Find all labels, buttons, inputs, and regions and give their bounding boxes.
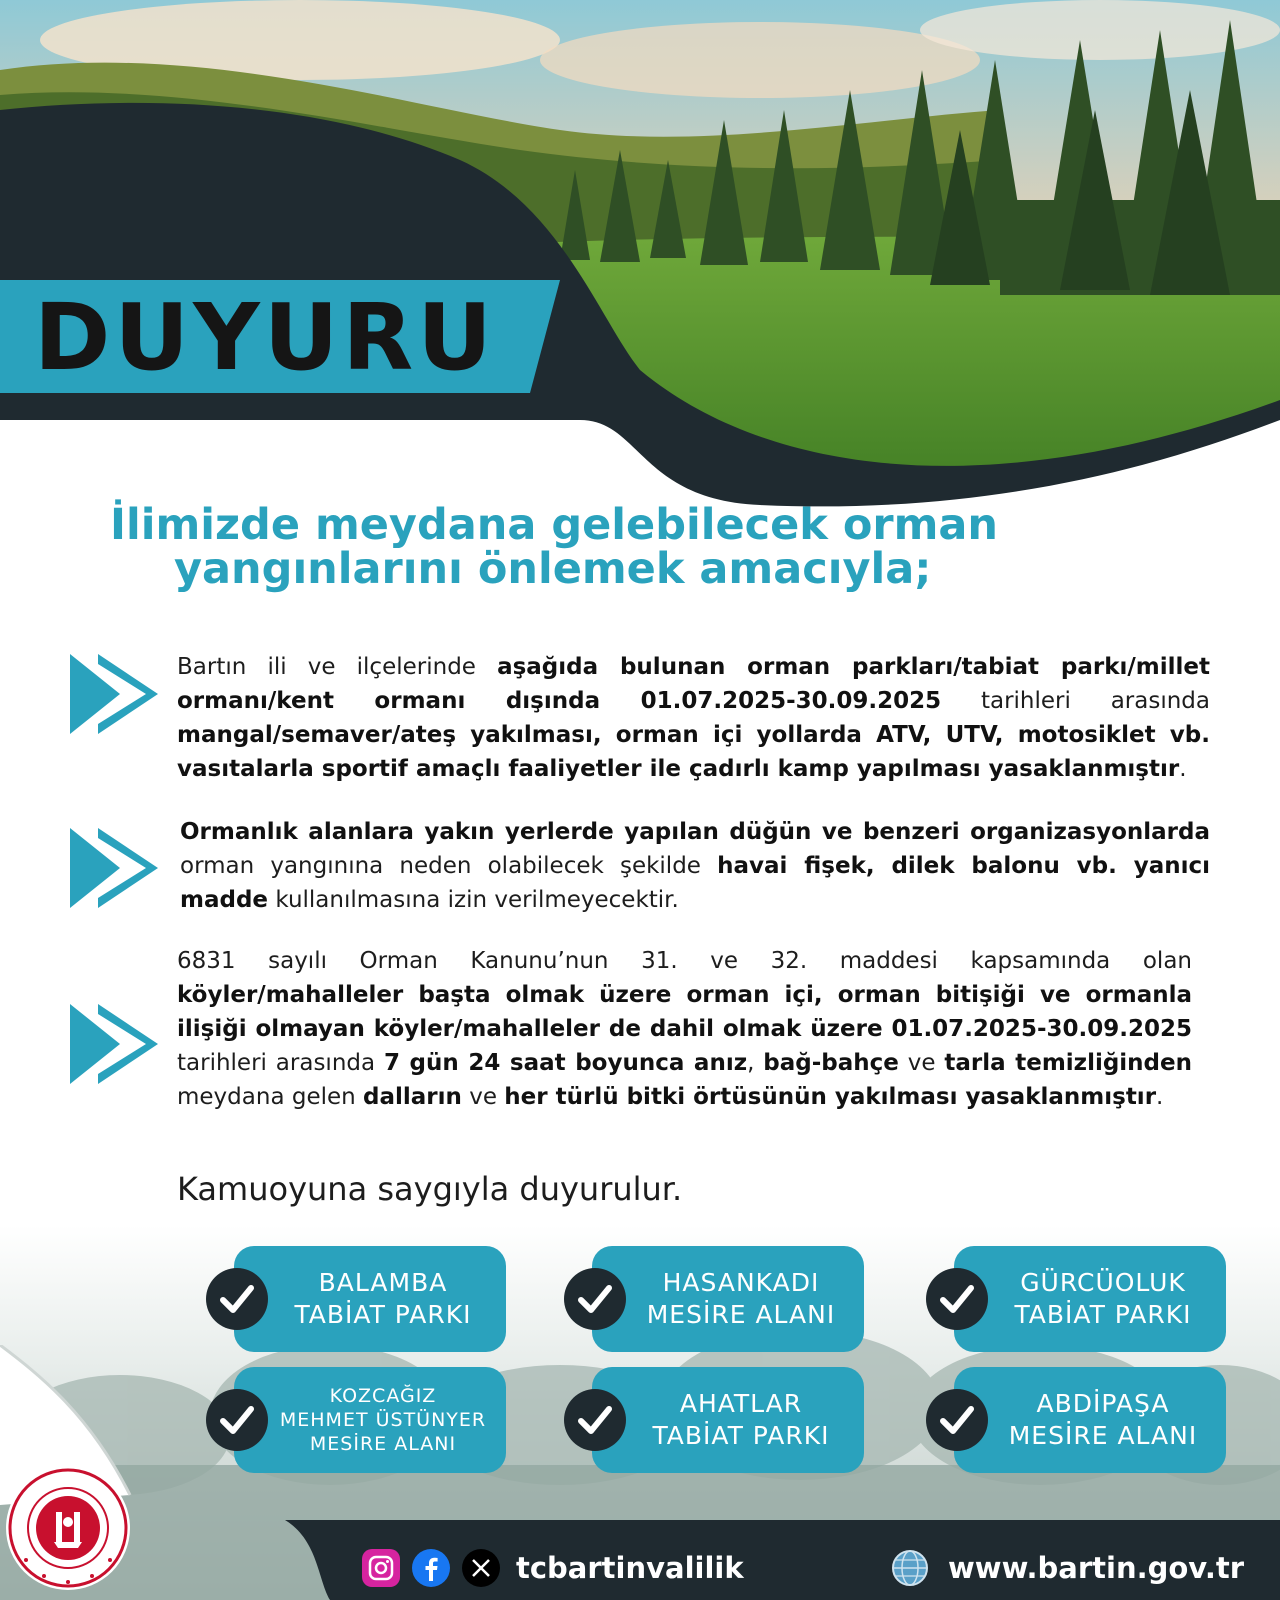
park-name-line: AHATLAR	[679, 1389, 803, 1418]
park-name-line: MESİRE ALANI	[1008, 1421, 1198, 1450]
park-badge-kozcagiz	[234, 1367, 506, 1473]
bartin-valiligi-seal	[4, 1464, 132, 1592]
checkmark-icon	[206, 1389, 268, 1451]
bold-text: Ormanlık alanlara yakın yerlerde yapılan düğün ve benzeri organizasyonlarda	[180, 819, 1210, 845]
park-name-line: MEHMET ÜSTÜNYER	[279, 1409, 487, 1431]
text: 6831 sayılı Orman Kanunu’nun 31. ve 32. maddesi kapsamında olan	[177, 948, 1192, 974]
park-name-line: BALAMBA	[318, 1268, 448, 1297]
bold-text: aşağıda bulunan orman parkları/tabiat parkı/millet ormanı/kent ormanı dışında 01.07.2025-30.09.2025	[177, 654, 1210, 714]
announcement-title: DUYURU	[34, 284, 496, 391]
park-name-line: TABİAT PARKI	[652, 1421, 830, 1450]
bold-text: havai fişek, dilek balonu vb. yanıcı madde	[180, 853, 1210, 913]
text: ve	[461, 1084, 505, 1110]
park-badge-balamba	[234, 1246, 506, 1352]
checkmark-icon	[564, 1389, 626, 1451]
bold-text: köyler/mahalleler başta olmak üzere orman içi, orman bitişiği ve ormanla ilişiği olmayan köyler/mahalleler de dahil olmak üzere 01.07.2025-30.09.2025	[177, 982, 1192, 1042]
bold-text: tarla temizliğinden	[944, 1050, 1192, 1076]
bold-text: bağ-bahçe	[763, 1050, 899, 1076]
text: tarihleri arasında	[177, 1050, 384, 1076]
bold-text: mangal/semaver/ateş yakılması, orman içi yollarda ATV, UTV, motosiklet vb. vasıtalarla sportif amaçlı faaliyetler ile çadırlı kamp yapılması yasaklanmıştır	[177, 722, 1210, 782]
checkmark-icon	[926, 1389, 988, 1451]
text: Bartın ili ve ilçelerinde	[177, 654, 498, 680]
text: .	[1156, 1084, 1164, 1110]
park-badge-gurcuoluk	[954, 1246, 1226, 1352]
park-name-line: HASANKADI	[662, 1268, 820, 1297]
park-badge-hasankadi	[592, 1246, 864, 1352]
facebook-icon[interactable]	[412, 1549, 450, 1587]
park-badge-abdipasa	[954, 1367, 1226, 1473]
paragraph-2	[180, 815, 1210, 917]
social-links	[362, 1548, 744, 1588]
header-banner	[0, 0, 1280, 520]
website-link[interactable]	[890, 1548, 1244, 1588]
checkmark-icon	[206, 1268, 268, 1330]
park-name-line: TABİAT PARKI	[1014, 1300, 1192, 1329]
text: tarihleri arasında	[941, 688, 1210, 714]
website-url[interactable]: www.bartin.gov.tr	[948, 1551, 1245, 1585]
text: meydana gelen	[177, 1084, 364, 1110]
globe-icon	[890, 1548, 930, 1588]
headline-line-1: İlimizde meydana gelebilecek orman	[110, 500, 999, 550]
headline	[110, 500, 1110, 594]
park-name-line: GÜRCÜOLUK	[1020, 1268, 1186, 1297]
park-name-line: KOZCAĞIZ	[329, 1385, 437, 1407]
bold-text: dalların	[363, 1084, 462, 1110]
paragraph-3	[177, 944, 1192, 1114]
text: ,	[747, 1050, 764, 1076]
checkmark-icon	[926, 1268, 988, 1330]
bullet-arrow-icon	[68, 826, 160, 910]
text: .	[1179, 756, 1187, 782]
bold-text: 7 gün 24 saat boyunca anız	[383, 1050, 748, 1076]
headline-line-2: yangınlarını önlemek amacıyla;	[174, 544, 932, 594]
paragraph-1	[177, 650, 1210, 786]
park-name-line: MESİRE ALANI	[309, 1433, 457, 1455]
closing-statement: Kamuoyuna saygıyla duyurulur.	[177, 1170, 683, 1208]
bullet-arrow-icon	[68, 652, 160, 736]
text: orman yangınına neden olabilecek şekilde	[180, 853, 718, 879]
checkmark-icon	[564, 1268, 626, 1330]
social-handle[interactable]: tcbartinvalilik	[516, 1551, 744, 1585]
park-name-line: MESİRE ALANI	[646, 1300, 836, 1329]
instagram-icon[interactable]	[362, 1549, 400, 1587]
x-icon[interactable]	[462, 1549, 500, 1587]
park-name-line: TABİAT PARKI	[294, 1300, 472, 1329]
bold-text: her türlü bitki örtüsünün yakılması yasaklanmıştır	[504, 1084, 1157, 1110]
park-badge-ahatlar	[592, 1367, 864, 1473]
text: ve	[898, 1050, 945, 1076]
bullet-arrow-icon	[68, 1002, 160, 1086]
park-name-line: ABDİPAŞA	[1036, 1389, 1170, 1418]
text: kullanılmasına izin verilmeyecektir.	[268, 887, 679, 913]
forest-landscape-image	[0, 0, 1280, 520]
